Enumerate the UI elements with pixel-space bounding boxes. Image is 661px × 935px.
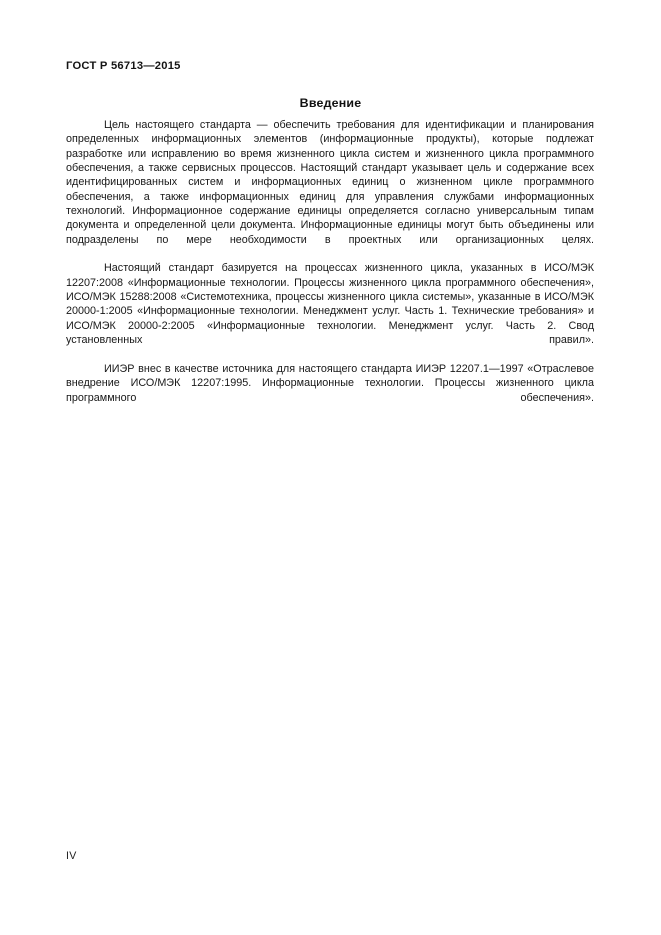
section-title: Введение: [299, 96, 362, 111]
body-text-block: [66, 118, 594, 419]
paragraph: Цель настоящего стандарта — обеспечить требования для идентификации и планирования определенных информационных элементов (информационные продукты), которые подлежат разработке или исправлению во время жизненного цикла систем и жизненного цикла программного обеспечения, а также сервисных процессов. Настоящий стандарт указывает цель и содержание всех идентифицированных систем и информационных единиц о жизненном цикле программного обеспечения, а также информационных единиц для управления службами информационных технологий. Информационное содержание единицы определяется согласно универсальным типам документа и определенной цели документа. Информационные единицы могут быть объединены или подразделены по мере необходимости в проектных или организационных целях.: [66, 119, 594, 246]
page-number: IV: [66, 850, 77, 862]
paragraph: Настоящий стандарт базируется на процессах жизненного цикла, указанных в ИСО/МЭК 12207:2008 «Информационные технологии. Процессы жизненного цикла программного обеспечения», ИСО/МЭК 15288:2008 «Системотехника, процессы жизненного цикла системы», указанные в ИСО/МЭК 20000-1:2005 «Информационные технологии. Менеджмент услуг. Часть 1. Технические требования» и ИСО/МЭК 20000-2:2005 «Информационные технологии. Менеджмент услуг. Часть 2. Свод установленных правил».: [66, 262, 594, 347]
paragraph: ИИЭР внес в качестве источника для настоящего стандарта ИИЭР 12207.1—1997 «Отраслевое внедрение ИСО/МЭК 12207:1995. Информационные технологии. Процессы жизненного цикла программного обеспечения».: [66, 362, 594, 404]
running-header-standard-id: ГОСТ Р 56713—2015: [66, 60, 181, 72]
